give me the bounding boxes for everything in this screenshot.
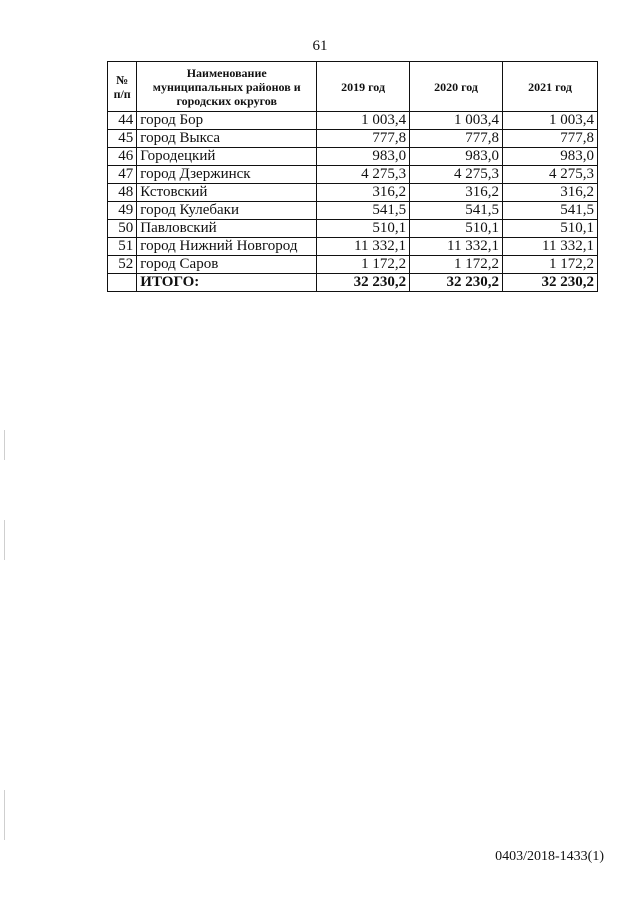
total-2021: 32 230,2 — [503, 274, 598, 292]
table-row — [108, 202, 598, 220]
table-row — [108, 148, 598, 166]
row-2019-cell: 1 003,4 — [317, 112, 410, 130]
row-2021-cell: 510,1 — [503, 220, 598, 238]
scan-margin-mark — [4, 430, 5, 460]
table-row — [108, 184, 598, 202]
row-2021-cell: 4 275,3 — [503, 166, 598, 184]
table-row — [108, 220, 598, 238]
header-2021: 2021 год — [503, 62, 598, 112]
row-num-cell: 50 — [108, 220, 137, 238]
page-number: 61 — [312, 38, 328, 54]
total-label: ИТОГО: — [137, 274, 317, 292]
scan-margin-mark — [4, 520, 5, 560]
row-2020-cell: 983,0 — [410, 148, 503, 166]
table-row — [108, 112, 598, 130]
row-name-cell: Кстовский — [137, 184, 317, 202]
row-name-cell: город Нижний Новгород — [137, 238, 317, 256]
total-2020: 32 230,2 — [410, 274, 503, 292]
row-2020-cell: 1 172,2 — [410, 256, 503, 274]
total-2019: 32 230,2 — [317, 274, 410, 292]
row-2020-cell: 510,1 — [410, 220, 503, 238]
row-name-cell: Городецкий — [137, 148, 317, 166]
row-num-cell: 46 — [108, 148, 137, 166]
row-num-cell: 52 — [108, 256, 137, 274]
row-2021-cell: 316,2 — [503, 184, 598, 202]
document-code: 0403/2018-1433(1) — [495, 849, 604, 864]
table-header-row — [108, 62, 598, 112]
header-2019: 2019 год — [317, 62, 410, 112]
row-2019-cell: 510,1 — [317, 220, 410, 238]
row-num-cell: 44 — [108, 112, 137, 130]
header-2020: 2020 год — [410, 62, 503, 112]
row-2019-cell: 541,5 — [317, 202, 410, 220]
total-num-cell — [108, 274, 137, 292]
row-name-cell: город Выкса — [137, 130, 317, 148]
header-num: № п/п — [108, 62, 137, 112]
row-2020-cell: 541,5 — [410, 202, 503, 220]
row-2019-cell: 11 332,1 — [317, 238, 410, 256]
table-body — [108, 112, 598, 274]
row-name-cell: Павловский — [137, 220, 317, 238]
row-2020-cell: 4 275,3 — [410, 166, 503, 184]
budget-table — [107, 61, 598, 292]
row-2021-cell: 541,5 — [503, 202, 598, 220]
row-2019-cell: 1 172,2 — [317, 256, 410, 274]
row-2019-cell: 983,0 — [317, 148, 410, 166]
row-2020-cell: 777,8 — [410, 130, 503, 148]
row-num-cell: 51 — [108, 238, 137, 256]
row-2020-cell: 1 003,4 — [410, 112, 503, 130]
row-name-cell: город Дзержинск — [137, 166, 317, 184]
table-row — [108, 238, 598, 256]
row-num-cell: 47 — [108, 166, 137, 184]
total-row — [108, 274, 598, 292]
scan-margin-mark — [4, 790, 5, 840]
table-row — [108, 166, 598, 184]
row-2020-cell: 11 332,1 — [410, 238, 503, 256]
row-name-cell: город Кулебаки — [137, 202, 317, 220]
row-2021-cell: 1 172,2 — [503, 256, 598, 274]
row-2021-cell: 983,0 — [503, 148, 598, 166]
table-row — [108, 256, 598, 274]
row-2021-cell: 777,8 — [503, 130, 598, 148]
row-2019-cell: 777,8 — [317, 130, 410, 148]
row-num-cell: 49 — [108, 202, 137, 220]
table-row — [108, 130, 598, 148]
row-2020-cell: 316,2 — [410, 184, 503, 202]
row-2019-cell: 4 275,3 — [317, 166, 410, 184]
header-name: Наименование муниципальных районов и городских округов — [137, 62, 317, 112]
row-name-cell: город Бор — [137, 112, 317, 130]
row-2021-cell: 1 003,4 — [503, 112, 598, 130]
row-num-cell: 48 — [108, 184, 137, 202]
row-2021-cell: 11 332,1 — [503, 238, 598, 256]
row-name-cell: город Саров — [137, 256, 317, 274]
row-2019-cell: 316,2 — [317, 184, 410, 202]
row-num-cell: 45 — [108, 130, 137, 148]
